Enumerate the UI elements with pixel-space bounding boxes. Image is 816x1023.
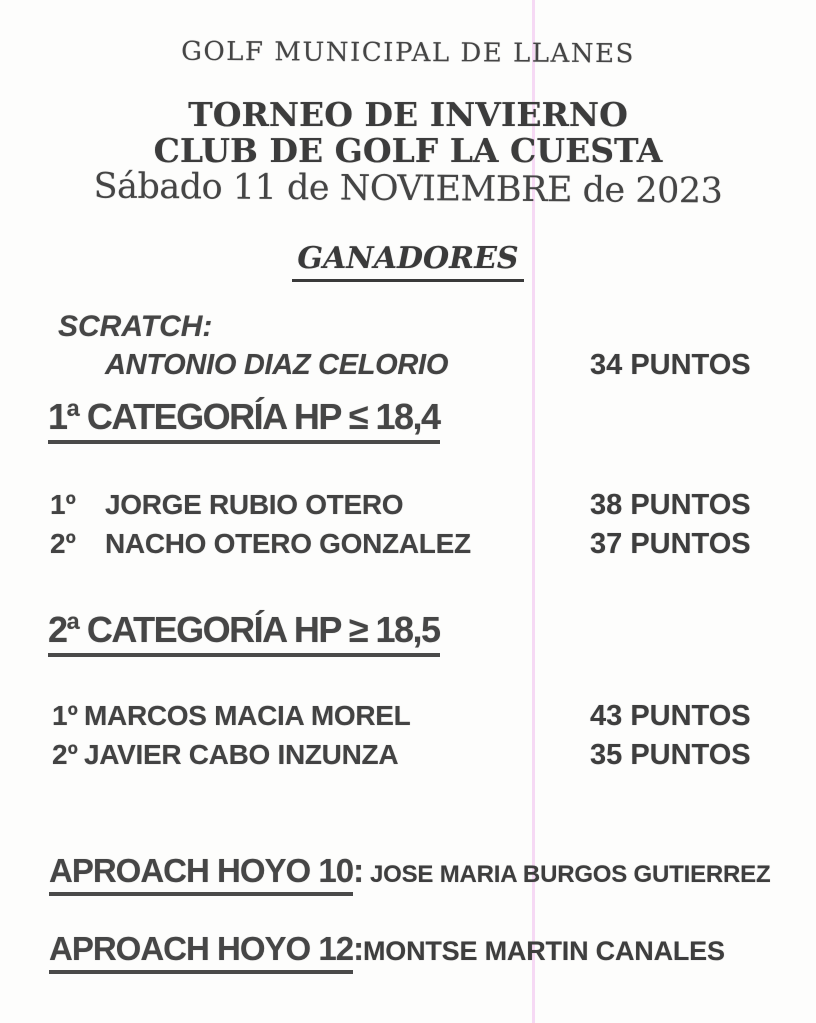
- category-1-heading: 1ª CATEGORÍA HP ≤ 18,4: [48, 396, 440, 444]
- club-name: CLUB DE GOLF LA CUESTA: [153, 131, 663, 170]
- special-prize-row: [0, 930, 816, 978]
- scratch-points: 34 PUNTOS: [590, 349, 751, 381]
- special-prize-winner: MONTSE MARTIN CANALES: [363, 936, 725, 966]
- special-prize-label-wrap: [49, 930, 363, 974]
- result-player-name: MARCOS MACIA MOREL: [84, 700, 411, 731]
- result-position: 1º: [52, 700, 78, 731]
- tournament-title: TORNEO DE INVIERNO: [188, 95, 628, 134]
- special-prize-label: APROACH HOYO 10: [49, 852, 353, 896]
- winners-heading: GANADORES: [292, 241, 523, 282]
- result-points: 37 PUNTOS: [590, 528, 751, 560]
- special-prize-colon: :: [353, 852, 364, 889]
- result-row: [0, 700, 816, 736]
- tournament-date: Sábado 11 de NOVIEMBRE de 2023: [93, 166, 723, 212]
- result-points: 35 PUNTOS: [590, 739, 751, 771]
- special-prize-colon: :: [353, 930, 364, 967]
- result-position: 2º: [52, 739, 78, 770]
- winners-heading-row: [0, 241, 816, 282]
- result-row: [0, 739, 816, 775]
- result-player-name: JAVIER CABO INZUNZA: [84, 739, 399, 770]
- result-position: 1º: [50, 489, 76, 520]
- special-prize-row: [0, 852, 816, 900]
- special-prize-label-wrap: [49, 852, 363, 896]
- scratch-label: SCRATCH:: [58, 310, 213, 343]
- result-row: [0, 489, 816, 525]
- scratch-result-row: [0, 349, 816, 385]
- category-2-heading: 2ª CATEGORÍA HP ≥ 18,5: [48, 609, 440, 657]
- result-points: 38 PUNTOS: [590, 489, 751, 521]
- scratch-winner-name: ANTONIO DIAZ CELORIO: [105, 349, 449, 381]
- organization-name: GOLF MUNICIPAL DE LLANES: [181, 36, 635, 70]
- result-position: 2º: [50, 528, 76, 559]
- result-points: 43 PUNTOS: [590, 700, 751, 732]
- special-prize-winner: JOSE MARIA BURGOS GUTIERREZ: [370, 861, 771, 888]
- special-prize-label: APROACH HOYO 12: [49, 930, 353, 974]
- result-player-name: JORGE RUBIO OTERO: [105, 489, 404, 520]
- result-row: [0, 528, 816, 564]
- result-player-name: NACHO OTERO GONZALEZ: [105, 528, 471, 559]
